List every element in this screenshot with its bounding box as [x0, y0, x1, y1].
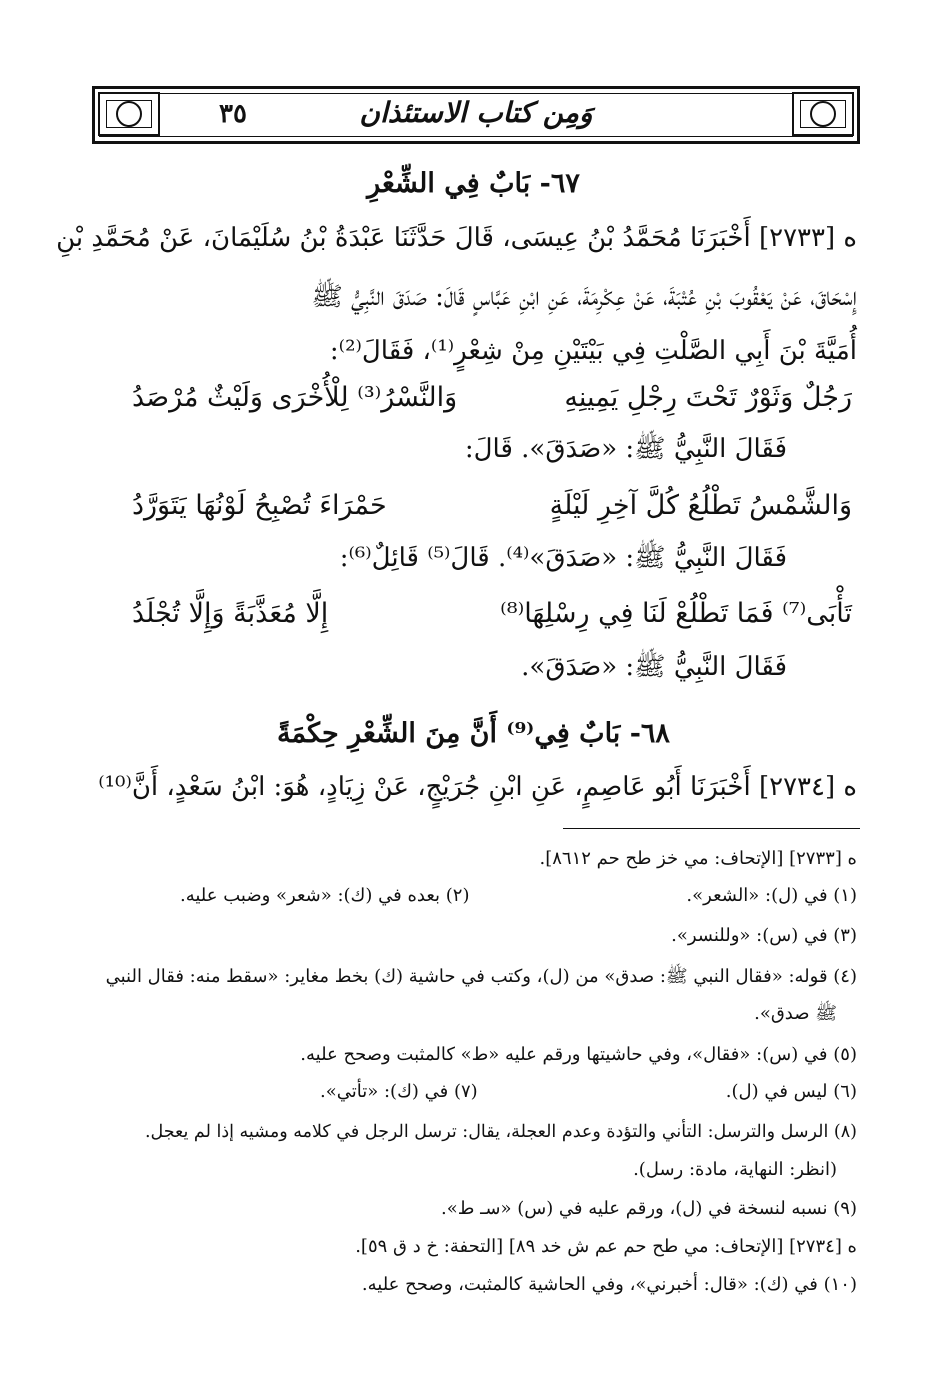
footnote-ithaf-2733: ه [٢٧٣٣] [الإتحاف: مي خز طح حم ٨٦١٢].: [539, 848, 857, 869]
footnote-8: (٨) الرسل والترسل: التأني والتؤدة وعدم العجلة، يقال: ترسل الرجل في كلامه ومشيه إذا لم يعجل.: [144, 1122, 857, 1142]
verse-1-first-hemistich: رَجُلٌ وَثَوْرٌ تَحْتَ رِجْلِ يَمِينِهِ: [564, 382, 852, 413]
prophet-response-1: فَقَالَ النَّبِيُّ ﷺ: «صَدَقَ». قَالَ:: [464, 434, 787, 464]
hadith-line-2: إِسْحَاقَ، عَنْ يَعْقُوبَ بْنِ عُتْبَةَ، عَنْ عِكْرِمَةَ، عَنِ ابْنِ عَبَّاسٍ قَالَ: صَدَقَ النَّبِيُّ ﷺ: [311, 282, 857, 312]
footnote-2: (٢) بعده في (ك): «شعر» وضبب عليه.: [180, 885, 470, 906]
prophet-response-2: فَقَالَ النَّبِيُّ ﷺ: «صَدَقَ»⁽⁴⁾. قَالَ⁽⁵⁾ قَائِلٌ⁽⁶⁾:: [339, 543, 787, 573]
footnote-ithaf-2734: ه [٢٧٣٤] [الإتحاف: مي طح حم عم ش خد ٨٩] [التحفة: خ د ق ٥٩].: [355, 1236, 857, 1257]
footnote-10: (١٠) في (ك): «قال: أخبرني»، وفي الحاشية كالمثبت، وصحح عليه.: [361, 1274, 857, 1295]
footnote-1: (١) في (ل): «الشعر».: [686, 885, 857, 906]
footnote-6: (٦) ليس في (ل).: [725, 1081, 857, 1102]
rosette-icon: [116, 101, 142, 127]
footnote-7: (٧) في (ك): «تأتي».: [320, 1081, 478, 1102]
footnote-5: (٥) في (س): «فقال»، وفي حاشيتها ورقم عليه «ط» كالمثبت وصحح عليه.: [300, 1044, 857, 1065]
verse-2-first-hemistich: وَالشَّمْسُ تَطْلُعُ كُلَّ آخِرِ لَيْلَةٍ: [549, 490, 852, 521]
footnote-8-continued: (انظر: النهاية، مادة: رسل).: [633, 1159, 837, 1180]
page-header-frame: [92, 86, 860, 144]
page-number: ٣٥: [219, 99, 247, 129]
left-ornament-icon: [98, 92, 160, 136]
hadith-line-3: أُمَيَّةَ بْنَ أَبِي الصَّلْتِ فِي بَيْتَيْنِ مِنْ شِعْرٍ⁽¹⁾، فَقَالَ⁽²⁾:: [329, 336, 857, 366]
running-title: وَمِن كتاب الاستئذان: [359, 96, 593, 129]
footnote-separator: [563, 828, 860, 829]
prophet-response-3: فَقَالَ النَّبِيُّ ﷺ: «صَدَقَ».: [521, 652, 787, 682]
footnote-3: (٣) في (س): «وللنسر».: [671, 925, 857, 946]
footnote-9: (٩) نسبه لنسخة في (ل)، ورقم عليه في (س) «سـ ط».: [441, 1198, 857, 1219]
chapter-heading-67: ٦٧- بَابٌ فِي الشِّعْرِ: [367, 168, 580, 199]
right-ornament-icon: [792, 92, 854, 136]
footnote-4: (٤) قوله: «فقال النبي ﷺ: صدق» من (ل)، وكتب في حاشية (ك) بخط مغاير: «سقط منه: فقال النبي: [105, 966, 857, 987]
verse-3-first-hemistich: تَأْبَى⁽⁷⁾ فَمَا تَطْلُعْ لَنَا فِي رِسْلِهَا⁽⁸⁾: [500, 598, 852, 629]
verse-2-second-hemistich: حَمْرَاءَ تُصْبِحُ لَوْنُهَا يَتَوَرَّدُ: [132, 490, 387, 521]
footnote-4-continued: ﷺ صدق».: [754, 1003, 837, 1024]
rosette-icon: [810, 101, 836, 127]
chapter-heading-68: ٦٨- بَابٌ فِي⁽⁹⁾ أَنَّ مِنَ الشِّعْرِ حِكْمَةً: [277, 718, 670, 749]
verse-1-second-hemistich: وَالنَّسْرُ⁽³⁾ لِلْأُخْرَى وَلَيْثٌ مُرْصَدُ: [132, 382, 458, 413]
hadith-line-1: ه [٢٧٣٣] أَخْبَرَنَا مُحَمَّدُ بْنُ عِيسَى، قَالَ حَدَّثَنَا عَبْدَةُ بْنُ سُلَيْمَانَ، عَنْ مُحَمَّدِ بْنِ: [56, 223, 857, 253]
hadith-2734-line-1: ه [٢٧٣٤] أَخْبَرَنَا أَبُو عَاصِمٍ، عَنِ ابْنِ جُرَيْجٍ، عَنْ زِيَادٍ، هُوَ: ابْنُ سَعْدٍ، أَنَّ⁽¹⁰⁾: [98, 772, 857, 802]
verse-3-second-hemistich: إِلَّا مُعَذَّبَةً وَإِلَّا تُجْلَدُ: [132, 598, 329, 629]
